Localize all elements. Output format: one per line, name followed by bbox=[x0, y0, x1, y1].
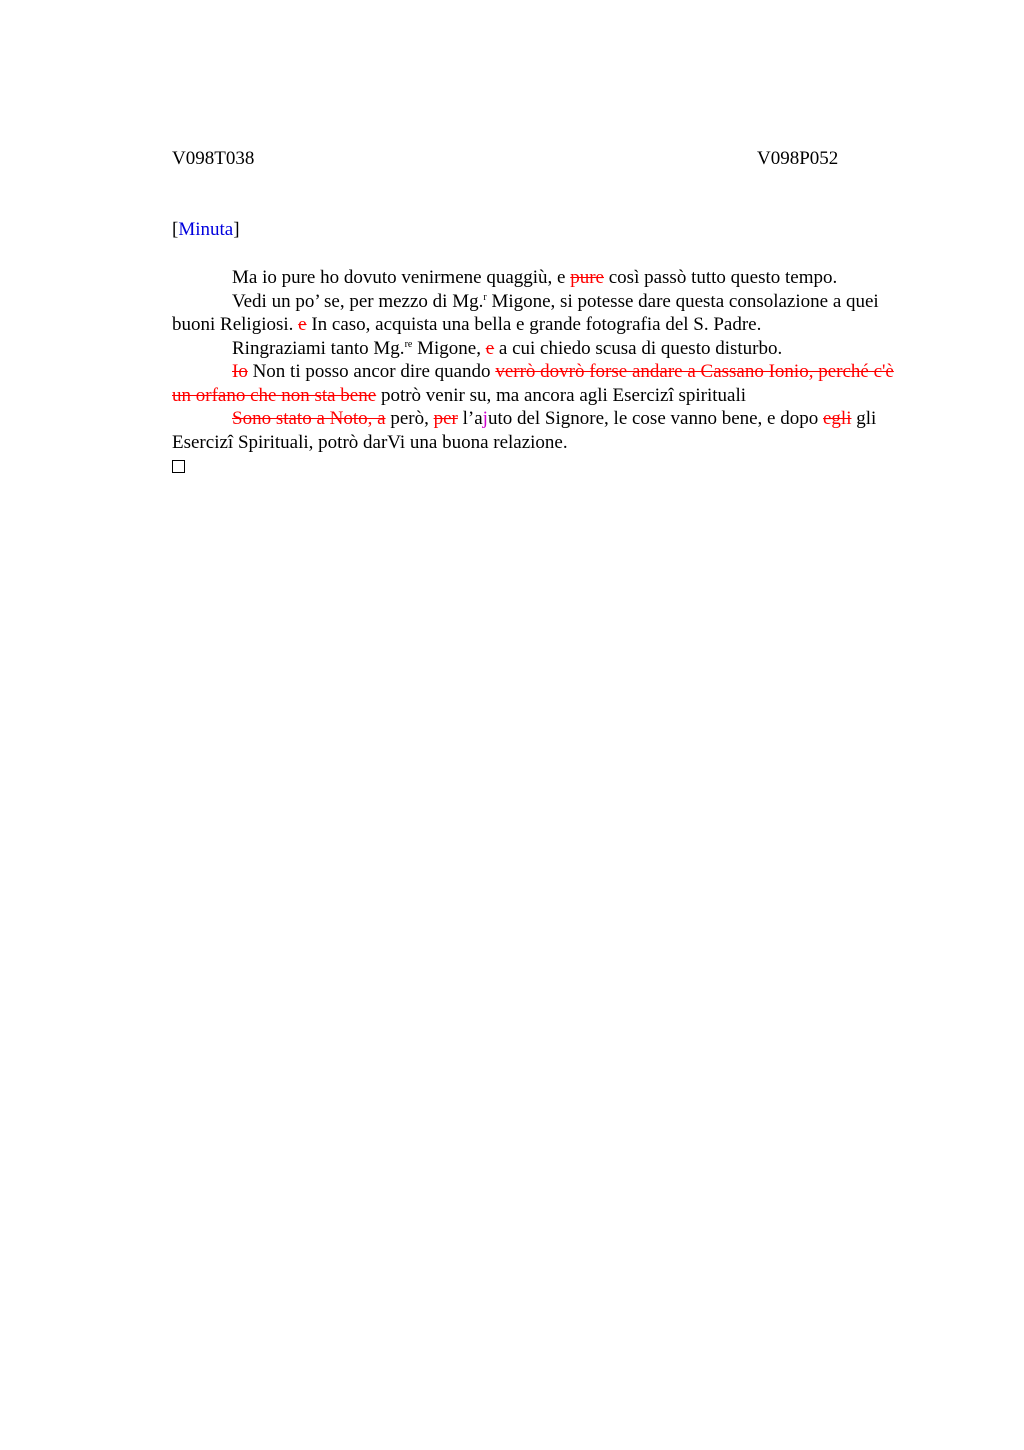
text-segment: però, bbox=[385, 408, 434, 429]
text-segment: In caso, acquista una bella e grande fotografia del S. Padre. bbox=[306, 314, 762, 335]
deleted-text: e bbox=[298, 314, 307, 335]
letter-body bbox=[172, 266, 912, 473]
text-segment: gli Esercizi bbox=[172, 408, 877, 453]
paragraph bbox=[172, 407, 912, 454]
deleted-text: pure bbox=[570, 267, 604, 288]
deleted-text: verrò dovrò forse andare a Cassano Ionio, perché c'è un orfano che non sta bene bbox=[172, 361, 894, 406]
superscript-text: r bbox=[483, 291, 487, 303]
end-square-icon bbox=[172, 460, 185, 473]
header-right-code: V098P052 bbox=[757, 148, 839, 169]
text-segment: Vedi un po’ se, per mezzo di Mg. bbox=[232, 290, 484, 312]
text-segment: Ringraziami tanto Mg. bbox=[232, 337, 405, 359]
text-segment: l’a bbox=[457, 408, 483, 429]
text-segment: Ma io pure ho dovuto venirmene quaggiù, e bbox=[232, 267, 571, 288]
paragraph bbox=[172, 337, 912, 361]
label-text: Minuta bbox=[178, 219, 234, 240]
text-segment: uto del Signore, le cose vanno bene, e dopo bbox=[487, 408, 823, 429]
inserted-text: j bbox=[482, 408, 488, 429]
text-segment: Non ti posso ancor dire quando bbox=[247, 361, 496, 382]
text-segment: Spirituali, potrò darVi una buona relazione. bbox=[233, 431, 568, 453]
superscript-text: re bbox=[404, 338, 413, 350]
deleted-text: per bbox=[433, 408, 458, 429]
paragraph bbox=[172, 360, 912, 407]
document-label bbox=[172, 218, 240, 242]
deleted-text: Sono stato a Noto, a bbox=[232, 408, 386, 429]
text-segment: così passò tutto questo tempo. bbox=[604, 267, 838, 288]
text-segment: Migone, si potesse dare questa consolazione a quei buoni Religiosi. bbox=[172, 290, 879, 335]
label-close-bracket: ] bbox=[233, 219, 240, 240]
header-left-code: V098T038 bbox=[172, 148, 255, 169]
deleted-text: egli bbox=[823, 408, 852, 429]
deleted-text: e bbox=[485, 337, 495, 359]
deleted-text: Io bbox=[232, 361, 248, 382]
paragraph bbox=[172, 290, 912, 337]
label-open-bracket: [ bbox=[172, 219, 179, 240]
text-segment: potrò venir su, ma ancora agli Esercizi bbox=[376, 384, 674, 406]
text-segment: a cui chiedo scusa di questo disturbo. bbox=[494, 337, 783, 359]
paragraph bbox=[172, 266, 912, 290]
text-segment: Migone, bbox=[412, 337, 486, 359]
text-segment: spirituali bbox=[673, 384, 747, 406]
